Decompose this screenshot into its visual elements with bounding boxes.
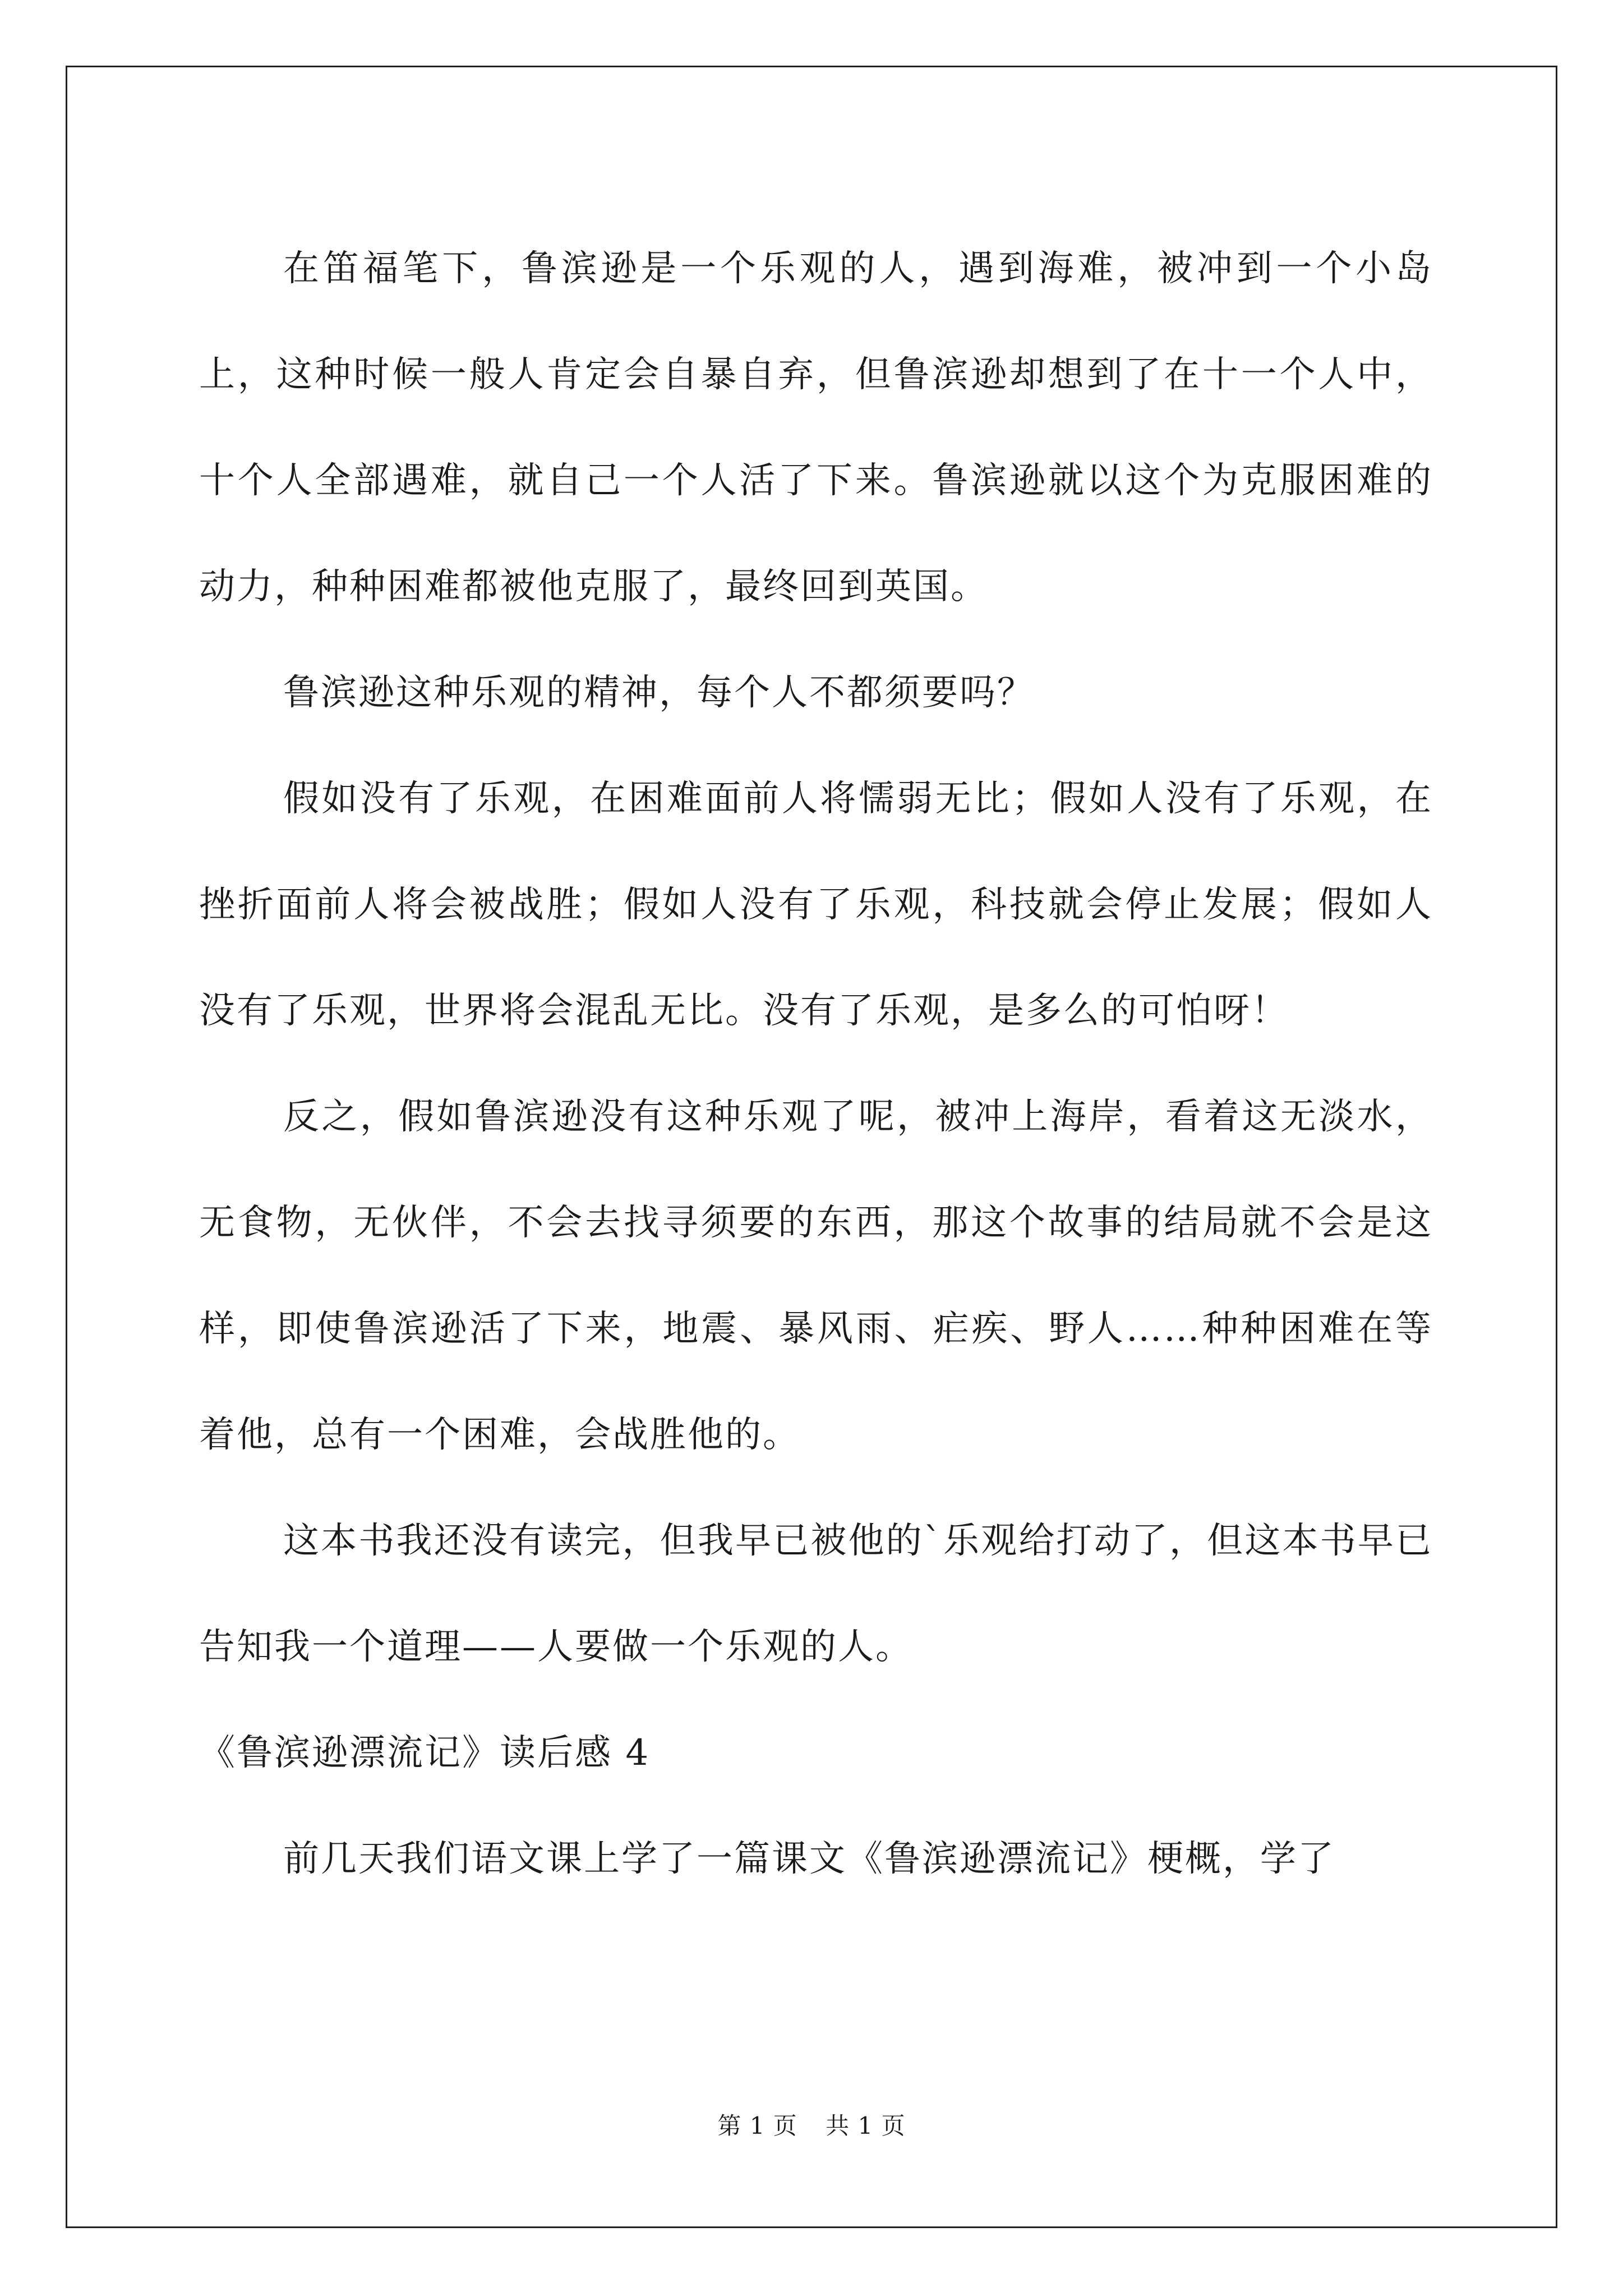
page-total: 共 1 页 [826, 2112, 906, 2139]
paragraph-6: 前几天我们语文课上学了一篇课文《鲁滨逊漂流记》梗概，学了 [283, 1838, 1335, 1880]
paragraph-2: 鲁滨逊这种乐观的精神，每个人不都须要吗？ [283, 672, 1035, 714]
page-footer [0, 2109, 1623, 2143]
paragraph-3: 假如没有了乐观，在困难面前人将懦弱无比；假如人没有了乐观，在挫折面前人将会被战胜；假如人没有了乐观，科技就会停止发展；假如人没有了乐观，世界将会混乱无比。没有了乐观，是多么的可怕呀！ [199, 778, 1433, 1032]
paragraph-4: 反之，假如鲁滨逊没有这种乐观了呢，被冲上海岸，看着这无淡水，无食物，无伙伴，不会去找寻须要的东西，那这个故事的结局就不会是这样，即使鲁滨逊活了下来，地震、暴风雨、疟疾、野人……种种困难在等着他，总有一个困难，会战胜他的。 [199, 1096, 1433, 1456]
paragraph-1: 在笛福笔下，鲁滨逊是一个乐观的人，遇到海难，被冲到一个小岛上，这种时候一般人肯定会自暴自弃，但鲁滨逊却想到了在十一个人中，十个人全部遇难，就自己一个人活了下来。鲁滨逊就以这个为克服困难的动力，种种困难都被他克服了，最终回到英国。 [199, 248, 1433, 608]
section-heading: 《鲁滨逊漂流记》读后感 4 [199, 1732, 651, 1774]
page-number: 第 1 页 [717, 2112, 797, 2139]
paragraph-5: 这本书我还没有读完，但我早已被他的`乐观给打动了，但这本书早已告知我一个道理——人要做一个乐观的人。 [199, 1520, 1433, 1668]
document-body [199, 216, 1433, 1912]
